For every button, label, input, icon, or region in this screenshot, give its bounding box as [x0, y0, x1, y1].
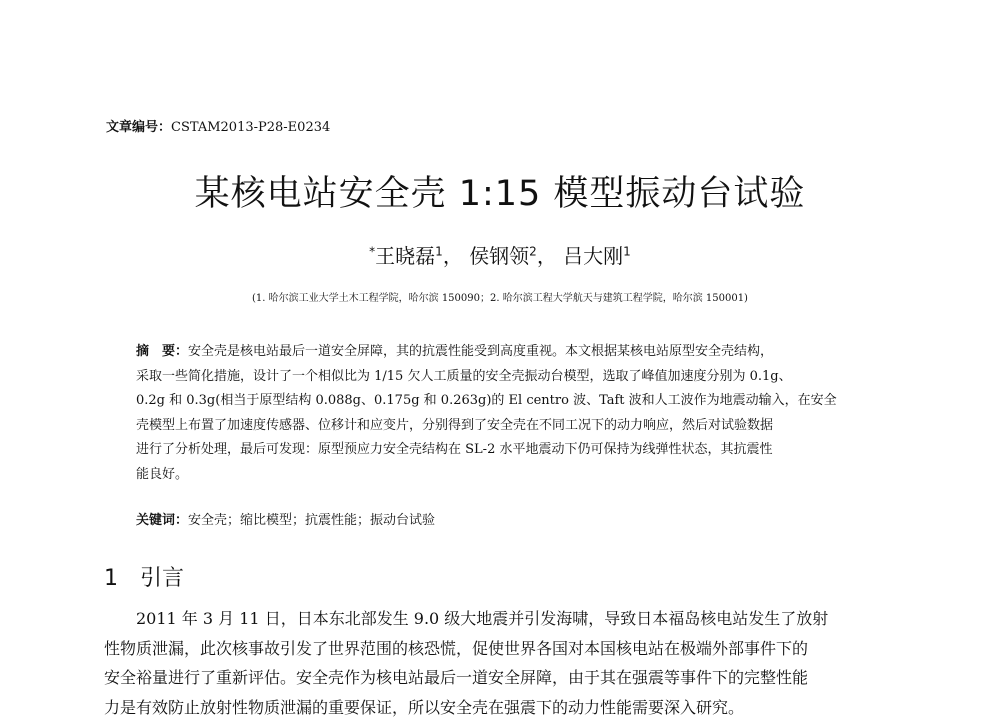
abstract-line: 安全壳是核电站最后一道安全屏障，其的抗震性能受到高度重视。本文根据某核电站原型安全壳结构， — [188, 344, 774, 359]
article-id-label: 文章编号： — [106, 120, 172, 135]
keywords-value: 安全壳；缩比模型；抗震性能；振动台试验 — [188, 513, 436, 528]
author-affiliation: 2 — [529, 244, 537, 259]
abstract-line: 0.2g 和 0.3g(相当于原型结构 0.088g、0.175g 和 0.263g)的 El centro 波、Taft 波和人工波作为地震动输入，在安全 — [136, 393, 837, 408]
author-affiliation: 1 — [435, 244, 443, 259]
corresponding-mark: * — [369, 244, 376, 259]
article-id — [106, 116, 330, 135]
abstract-line: 壳模型上布置了加速度传感器、位移计和应变片，分别得到了安全壳在不同工况下的动力响应，然后对试验数据 — [136, 417, 774, 433]
abstract-label: 摘 要： — [136, 344, 189, 359]
author-separator: ， — [536, 244, 557, 268]
author-name: 吕大刚 — [563, 244, 624, 268]
abstract — [136, 340, 884, 487]
article-id-value: CSTAM2013-P28-E0234 — [171, 120, 331, 135]
affiliations: (1. 哈尔滨工业大学土木工程学院，哈尔滨 150090；2. 哈尔滨工程大学航天与建筑工程学院，哈尔滨 150001) — [252, 293, 748, 304]
author-name: 侯钢领 — [469, 244, 530, 268]
author-affiliation: 1 — [623, 244, 631, 259]
keywords — [136, 509, 435, 528]
body-line: 安全裕量进行了重新评估。安全壳作为核电站最后一道安全屏障，由于其在强震等事件下的完整性能 — [104, 668, 809, 687]
body-line: 2011 年 3 月 11 日，日本东北部发生 9.0 级大地震并引发海啸，导致日本福岛核电站发生了放射 — [136, 609, 829, 628]
section-heading — [104, 561, 184, 592]
abstract-line: 进行了分析处理，最后可发现：原型预应力安全壳结构在 SL-2 水平地震动下仍可保持为线弹性状态，其抗震性 — [136, 442, 773, 457]
author-name: 王晓磊 — [375, 244, 436, 268]
body-line: 力是有效防止放射性物质泄漏的重要保证，所以安全壳在强震下的动力性能需要深入研究。 — [104, 697, 745, 717]
section-number: 1 — [104, 566, 118, 591]
body-paragraph — [104, 604, 884, 722]
abstract-line: 采取一些简化措施，设计了一个相似比为 1/15 欠人工质量的安全壳振动台模型，选取了峰值加速度分别为 0.1g、 — [136, 368, 792, 384]
abstract-line: 能良好。 — [136, 466, 189, 482]
body-line: 性物质泄漏，此次核事故引发了世界范围的核恐慌，促使世界各国对本国核电站在极端外部事件下的 — [104, 638, 809, 658]
keywords-label: 关键词： — [136, 513, 189, 528]
author-list — [0, 240, 1000, 269]
paper-title: 某核电站安全壳 1:15 模型振动台试验 — [194, 174, 806, 214]
section-title: 引言 — [140, 566, 185, 591]
author-separator: ， — [442, 244, 463, 268]
